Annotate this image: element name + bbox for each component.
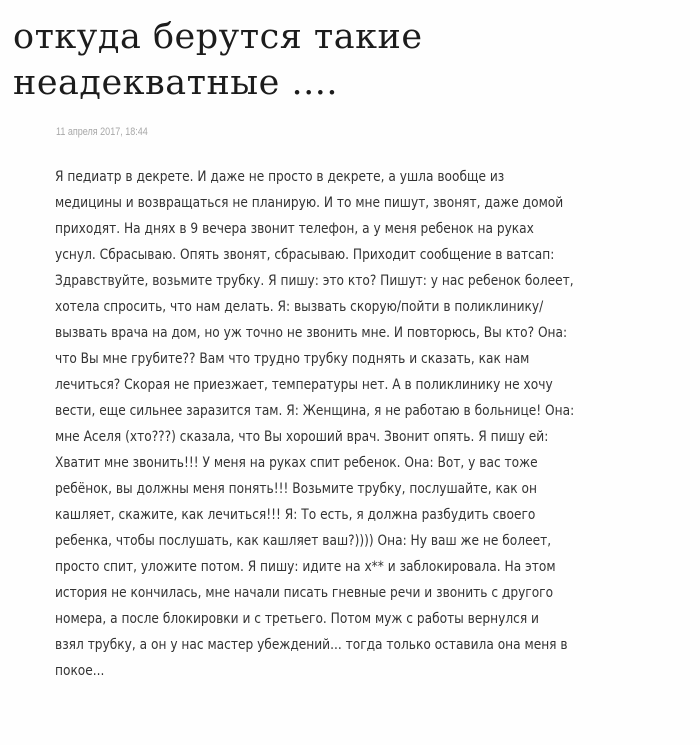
article-body-line: просто спит, уложите потом. Я пишу: идите на х** и заблокировала. На этом: [55, 559, 556, 575]
article-body-line: вызвать врача на дом, но уж точно не звонить мне. И повторюсь, Вы кто? Она:: [55, 325, 568, 341]
article-body-line: лечиться? Скорая не приезжает, температуры нет. А в поликлинику не хочу: [55, 377, 553, 393]
article-body-line: приходят. На днях в 9 вечера звонит телефон, а у меня ребенок на руках: [55, 221, 534, 237]
article-body: [55, 164, 695, 684]
article-date: 11 апреля 2017, 18:44: [56, 126, 148, 138]
article-body-line: история не кончилась, мне начали писать гневные речи и звонить с другого: [55, 585, 554, 601]
article-body-line: Хватит мне звонить!!! У меня на руках спит ребенок. Она: Вот, у вас тоже: [55, 455, 538, 471]
article-body-line: Я педиатр в декрете. И даже не просто в декрете, а ушла вообще из: [55, 169, 505, 185]
article-body-line: покое...: [55, 663, 105, 679]
article-body-line: хотела спросить, что нам делать. Я: вызвать скорую/пойти в поликлинику/: [55, 299, 544, 315]
article-body-line: ребенка, чтобы послушать, как кашляет ваш?)))) Она: Ну ваш же не болеет,: [55, 533, 552, 549]
article-body-line: номера, а после блокировки и с третьего. Потом муж с работы вернулся и: [55, 611, 539, 627]
article-title: [13, 14, 693, 106]
article-body-line: уснул. Сбрасываю. Опять звонят, сбрасываю. Приходит сообщение в ватсап:: [55, 247, 555, 263]
article-body-line: Здравствуйте, возьмите трубку. Я пишу: это кто? Пишут: у нас ребенок болеет,: [55, 273, 574, 289]
article-body-line: кашляет, скажите, как лечиться!!! Я: То есть, я должна разбудить своего: [55, 507, 536, 523]
article-title-line: откуда берутся такие: [13, 17, 423, 57]
article-body-line: вести, еще сильнее заразится там. Я: Женщина, я не работаю в больнице! Она:: [55, 403, 575, 419]
article-body-line: ребёнок, вы должны меня понять!!! Возьмите трубку, послушайте, как он: [55, 481, 537, 497]
article-body-line: что Вы мне грубите?? Вам что трудно трубку поднять и сказать, как нам: [55, 351, 530, 367]
article-body-line: мне Аселя (хто???) сказала, что Вы хороший врач. Звонит опять. Я пишу ей:: [55, 429, 549, 445]
article-body-line: медицины и возвращаться не планирую. И то мне пишут, звонят, даже домой: [55, 195, 564, 211]
article-title-line: неадекватные ....: [13, 63, 339, 103]
article-body-line: взял трубку, а он у нас мастер убеждений... тогда только оставила она меня в: [55, 637, 568, 653]
